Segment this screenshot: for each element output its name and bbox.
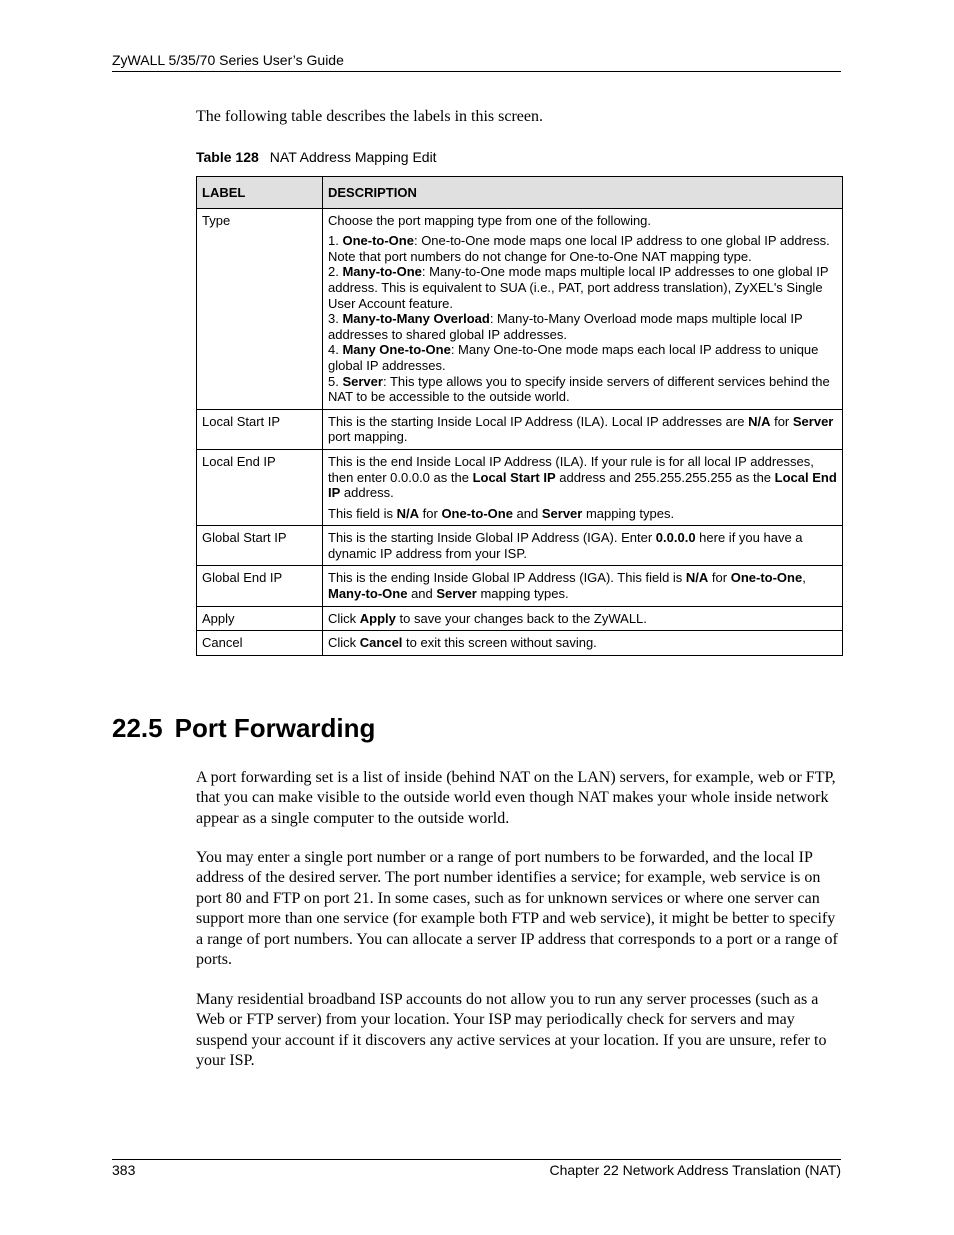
header-description: DESCRIPTION [323, 177, 843, 209]
type-list [328, 233, 837, 405]
row-label: Local End IP [197, 449, 323, 525]
row-description: Click Apply to save your changes back to the ZyWALL. [323, 606, 843, 631]
type-item: 5. Server: This type allows you to specify inside servers of different services behind the NAT to be accessible to the outside world. [328, 373, 830, 405]
row-label: Local Start IP [197, 409, 323, 449]
table-number: Table 128 [196, 149, 259, 165]
row-description [323, 208, 843, 409]
body-paragraph: Many residential broadband ISP accounts do not allow you to run any server processes (such as a Web or FTP server) from your location. Your ISP may periodically check for servers and may suspend your account if it discovers any active services at your location. If you are unsure, refer to your ISP. [196, 991, 827, 1070]
type-item: 2. Many-to-One: Many-to-One mode maps multiple local IP addresses to one global IP address. This is equivalent to SUA (i.e., PAT, port address translation), ZyXEL's Single User Account feature. [328, 264, 829, 311]
table-row-apply [197, 606, 843, 631]
row-description: This is the starting Inside Local IP Address (ILA). Local IP addresses are N/A for Server port mapping. [323, 409, 843, 449]
header-label: LABEL [197, 177, 323, 209]
table-row-local-start-ip [197, 409, 843, 449]
row-description: Click Cancel to exit this screen without saving. [323, 631, 843, 656]
section-number: 22.5 [112, 713, 163, 743]
body-paragraph: You may enter a single port number or a range of port numbers to be forwarded, and the local IP address of the desired server. The port number identifies a service; for example, web service is on port 80 and FTP on port 21. In some cases, such as for unknown services or where one server can support more than one service (for example both FTP and web service), it might be better to specify a range of port numbers. You can allocate a server IP address that corresponds to a port or a range of ports. [196, 849, 838, 969]
table-row-local-end-ip [197, 449, 843, 525]
row-label: Apply [197, 606, 323, 631]
table-row-type [197, 208, 843, 409]
table-row-cancel [197, 631, 843, 656]
row-label: Global Start IP [197, 526, 323, 566]
row-label: Global End IP [197, 566, 323, 606]
type-lead: Choose the port mapping type from one of the following. [328, 212, 652, 228]
table-caption [196, 149, 437, 165]
header-rule [112, 71, 841, 72]
type-item: 3. Many-to-Many Overload: Many-to-Many Overload mode maps multiple local IP addresses to shared global IP addresses. [328, 311, 803, 342]
section-title: Port Forwarding [174, 713, 376, 743]
row-description: This is the end Inside Local IP Address (ILA). If your rule is for all local IP addresses, then enter 0.0.0.0 as the Local Start IP address and 255.255.255.255 as the Local End IP address. This field is N/A for One-to-One and Server mapping types. [323, 449, 843, 525]
row-description: This is the ending Inside Global IP Address (IGA). This field is N/A for One-to-One, Many-to-One and Server mapping types. [323, 566, 843, 606]
table-title: NAT Address Mapping Edit [269, 149, 437, 165]
chapter-title: Chapter 22 Network Address Translation (NAT) [549, 1162, 841, 1178]
table-row-global-start-ip [197, 526, 843, 566]
type-item: 1. One-to-One: One-to-One mode maps one local IP address to one global IP address. Note that port numbers do not change for One-to-One NAT mapping type. [328, 233, 830, 264]
row-description: This is the starting Inside Global IP Address (IGA). Enter 0.0.0.0 here if you have a dynamic IP address from your ISP. [323, 526, 843, 566]
footer-rule [112, 1159, 841, 1160]
intro-text: The following table describes the labels in this screen. [196, 108, 544, 125]
section-heading [112, 713, 375, 744]
page-number: 383 [112, 1162, 136, 1178]
table-header-row [197, 177, 843, 209]
type-item: 4. Many One-to-One: Many One-to-One mode maps each local IP address to unique global IP addresses. [328, 342, 819, 373]
description-table [196, 176, 843, 656]
table-row-global-end-ip [197, 566, 843, 606]
row-label: Cancel [197, 631, 323, 656]
row-label: Type [197, 208, 323, 409]
running-header: ZyWALL 5/35/70 Series User’s Guide [112, 52, 344, 68]
body-paragraph: A port forwarding set is a list of inside (behind NAT on the LAN) servers, for example, web or FTP, that you can make visible to the outside world even though NAT makes your whole inside network appear as a single computer to the outside world. [196, 769, 836, 827]
